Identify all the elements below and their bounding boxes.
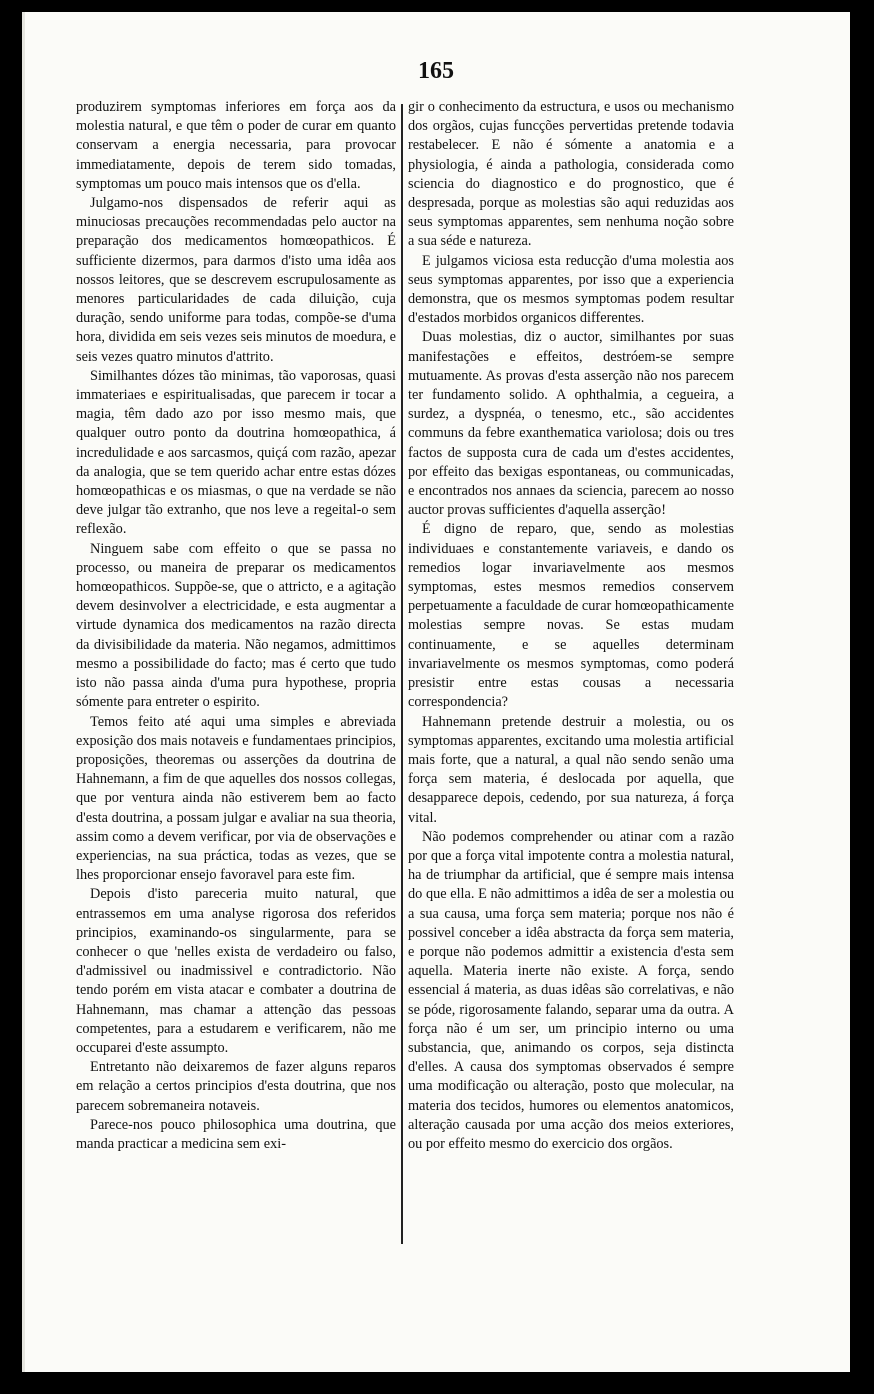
right-column bbox=[408, 98, 734, 1154]
paragraph: Hahnemann pretende destruir a molestia, ou os symptomas apparentes, excitando uma molestia artificial mais forte, que a natural, a qual não sendo senão uma força sem materia, é deslocada por aquella, que desapparece depois, cedendo, por sua natureza, á força vital. bbox=[408, 713, 734, 826]
paragraph: Julgamo-nos dispensados de referir aqui as minuciosas precauções recommendadas pelo auctor na preparação dos medicamentos homœopathicos. É sufficiente dizermos, para darmos d'isto uma idêa aos nossos leitores, que se descrevem escrupulosamente as menores particularidades de cada diluição, cuja duração, sendo uniforme para todas, compõe-se d'uma hora, dividida em seis vezes seis minutos de moedura, e seis vezes quatro minutos d'attrito. bbox=[76, 195, 396, 365]
paragraph: Não podemos comprehender ou atinar com a razão por que a força vital impotente contra a molestia natural, ha de triumphar da artificial, que é sempre mais intensa do que ella. E não admittimos a idêa de ser a molestia ou a sua causa, uma força sem materia; porque nos não é possivel conceber a idêa abstracta da força sem materia, e porque não podemos admittir a existencia d'esta sem aquella. Materia inerte não existe. A força, sendo essencial á materia, as duas idêas são correlativas, e não se póde, rigorosamente falando, separar uma da outra. A força não é um ser, um principio interno ou uma substancia, que, animando os corpos, seja distincta d'elles. A causa dos symptomas observados é sempre uma modificação ou alteração, posto que molecular, na materia dos tecidos, humores ou elementos anatomicos, alteração causada por uma acção dos meios exteriores, ou por effeito mesmo do exercicio dos orgãos. bbox=[408, 828, 734, 1152]
paragraph: Parece-nos pouco philosophica uma doutrina, que manda practicar a medicina sem exi- bbox=[76, 1116, 396, 1152]
paragraph: Ninguem sabe com effeito o que se passa no processo, ou maneira de preparar os medicamentos homœopathicos. Suppõe-se, que o attricto, e a agitação devem desinvolver a electricidade, e esta augmentar a virtude dynamica dos medicamentos na razão directa da divisibilidade da materia. Não negamos, admittimos mesmo a possibilidade do facto; mas é certo que tudo isto não passa ainda d'uma pura hypothese, propria sómente para entreter o espirito. bbox=[76, 540, 396, 711]
paragraph: produzirem symptomas inferiores em força aos da molestia natural, e que têm o poder de curar em quanto conservam a energia necessaria, para provocar immediatamente, depois de terem sido tomadas, symptomas um pouco mais intensos que os d'ella. bbox=[76, 99, 396, 192]
page-edge bbox=[22, 12, 25, 1372]
paragraph: Similhantes dózes tão minimas, tão vaporosas, quasi immateriaes e espiritualisadas, que parecem ir tocar a magia, têm dado azo por isso mesmo mais, que qualquer outro ponto da doutrina homœopathica, á incredulidade e aos sarcasmos, quiçá com razão, apezar da analogia, que se tem querido achar entre estas dózes homœopathicas e os miasmas, o que na verdade se não deve julgar tão extranho, que nos leve a regeital-o sem reflexão. bbox=[76, 367, 396, 538]
paragraph: Depois d'isto pareceria muito natural, que entrassemos em uma analyse rigorosa dos referidos principios, examinando-os singularmente, para se conhecer o que 'nelles exista de verdadeiro ou falso, d'admissivel ou inadmissivel e contradictorio. Não tendo porém em vista atacar e combater a doutrina de Hahnemann, mas chamar a attenção das pessoas competentes, para a estudarem e verificarem, não me occuparei d'este assumpto. bbox=[76, 886, 396, 1056]
paragraph: Entretanto não deixaremos de fazer alguns reparos em relação a certos principios d'esta doutrina, que nos parecem sobremaneira notaveis. bbox=[76, 1059, 396, 1114]
paragraph: E julgamos viciosa esta reducção d'uma molestia aos seus symptomas apparentes, por isso que a experiencia demonstra, que os mesmos symptomas podem resultar d'estados morbidos organicos differentes. bbox=[408, 252, 734, 327]
paragraph: Temos feito até aqui uma simples e abreviada exposição dos mais notaveis e fundamentaes principios, proposições, theoremas ou asserções da doutrina de Hahnemann, a fim de que aquelles dos nossos collegas, que por ventura ainda não estiverem bem ao facto d'esta doutrina, a possam julgar e avaliar na sua theoria, assim como a devem verificar, por via de observações e experiencias, na sua práctica, todas as vezes, que se lhes proporcionar ensejo favoravel para este fim. bbox=[76, 713, 396, 884]
paragraph: gir o conhecimento da estructura, e usos ou mechanismo dos orgãos, cujas funcções pervertidas pretende todavia restabelecer. E não é sómente a anatomia e a physiologia, é ainda a pathologia, considerada como sciencia do diagnostico e do prognostico, que é despresada, porque as molestias são aqui reduzidas aos seus symptomas apparentes, sem nenhuma noção sobre a sua séde e natureza. bbox=[408, 99, 734, 250]
left-column bbox=[76, 98, 396, 1154]
column-divider bbox=[401, 104, 403, 1244]
paragraph: Duas molestias, diz o auctor, similhantes por suas manifestações e effeitos, destróem-se sempre mutuamente. As provas d'esta asserção não nos parecem ter fundamento solido. A ophthalmia, a cegueira, a surdez, a dyspnéa, o tenesmo, etc., são accidentes communs da febre exanthematica variolosa; dois ou tres factos de supposta cura de cada um d'estes accidentes, por effeito das bexigas espontaneas, ou communicadas, e encontrados nos annaes da sciencia, parecem ao nosso auctor provas sufficientes d'aquella asserção! bbox=[408, 329, 734, 519]
paragraph: É digno de reparo, que, sendo as molestias individuaes e constantemente variaveis, e dando os remedios logar invariavelmente aos mesmos symptomas, estes mesmos remedios conservem perpetuamente a faculdade de curar homœopathicamente molestias sempre novas. Se estas mudam continuamente, e se aquelles determinam invariavelmente os mesmos symptomas, como poderá presistir entre estas cousas a necessaria correspondencia? bbox=[408, 521, 734, 711]
page-number: 165 bbox=[418, 58, 454, 84]
book-page bbox=[22, 12, 850, 1372]
